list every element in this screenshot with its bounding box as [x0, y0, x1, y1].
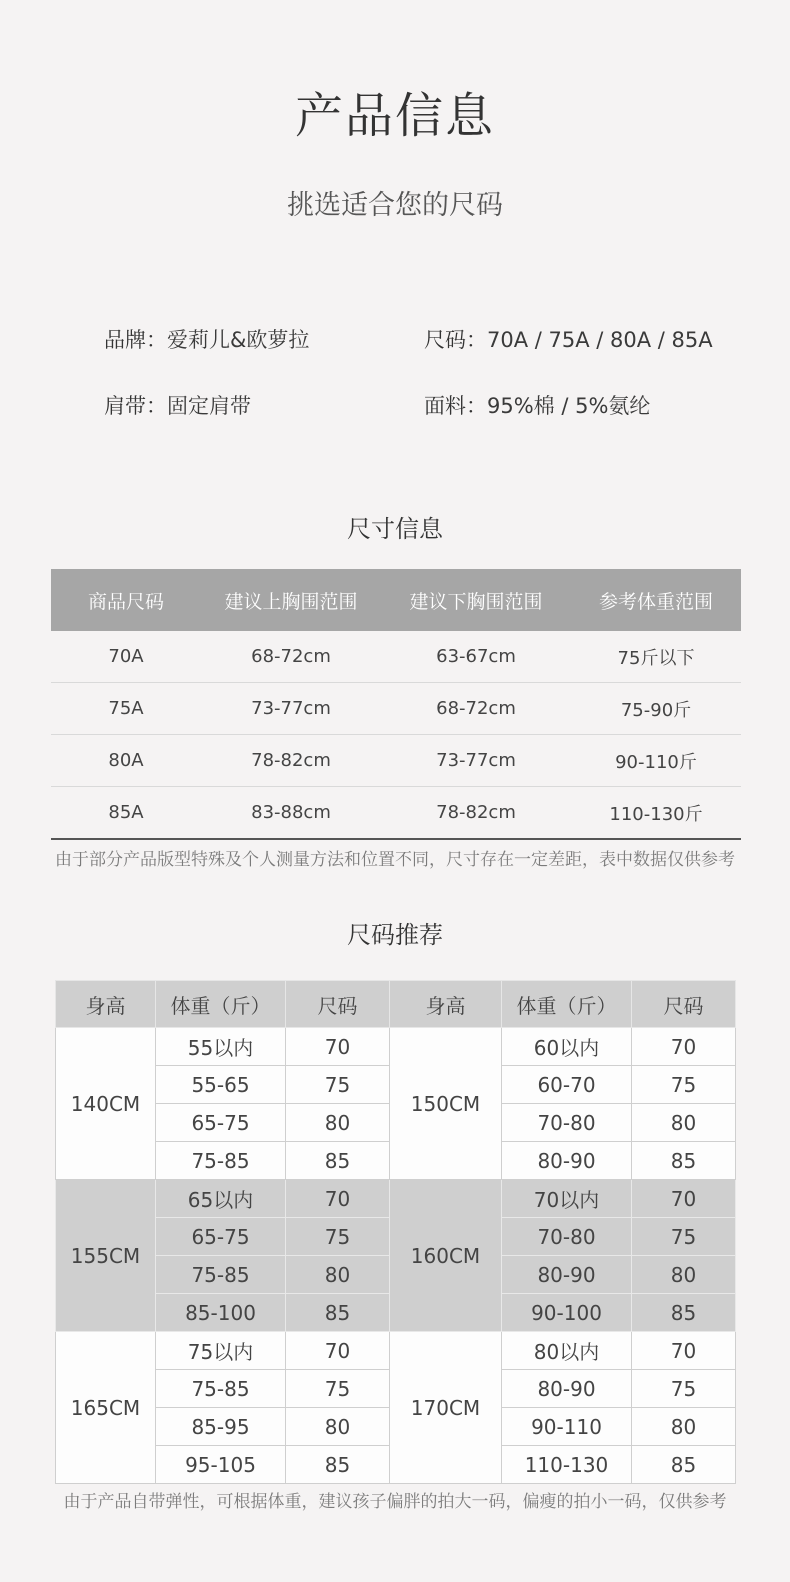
table-cell: 55以内	[156, 1028, 286, 1066]
table-cell: 80	[632, 1104, 736, 1142]
table-cell: 90-110斤	[571, 735, 741, 787]
size-info	[424, 325, 713, 355]
table-cell: 60-70	[502, 1066, 632, 1104]
size-table-header: 商品尺码	[51, 569, 201, 631]
size-table-header: 建议下胸围范围	[381, 569, 571, 631]
recommend-header: 尺码	[632, 981, 736, 1028]
table-cell: 78-82cm	[201, 735, 381, 787]
table-cell: 80	[632, 1256, 736, 1294]
table-cell: 80	[286, 1408, 390, 1446]
table-cell: 75-85	[156, 1370, 286, 1408]
size-info-title: 尺寸信息	[347, 515, 443, 543]
table-cell: 70	[286, 1332, 390, 1370]
table-cell: 75以内	[156, 1332, 286, 1370]
table-cell: 95-105	[156, 1446, 286, 1484]
recommend-header: 身高	[56, 981, 156, 1028]
size-recommend-table	[55, 980, 736, 1484]
recommend-header: 尺码	[286, 981, 390, 1028]
height-cell: 160CM	[390, 1180, 502, 1332]
table-cell: 60以内	[502, 1028, 632, 1066]
brand-value: 爱莉儿&欧萝拉	[167, 328, 310, 352]
table-cell: 75-85	[156, 1256, 286, 1294]
table-cell: 70	[286, 1180, 390, 1218]
table-cell: 110-130	[502, 1446, 632, 1484]
table-cell: 85	[286, 1142, 390, 1180]
table-cell: 73-77cm	[201, 683, 381, 735]
table-cell: 80	[286, 1256, 390, 1294]
recommend-group	[56, 1028, 736, 1180]
table-cell: 75A	[51, 683, 201, 735]
table-cell: 78-82cm	[381, 787, 571, 840]
table-cell: 63-67cm	[381, 631, 571, 683]
table-cell: 80以内	[502, 1332, 632, 1370]
table-row	[56, 1332, 736, 1370]
table-cell: 80-90	[502, 1370, 632, 1408]
table-cell: 70	[632, 1180, 736, 1218]
size-table-header: 参考体重范围	[571, 569, 741, 631]
table-row	[51, 631, 741, 683]
fabric-value: 95%棉 / 5%氨纶	[487, 394, 651, 418]
table-cell: 70	[632, 1028, 736, 1066]
size-value: 70A / 75A / 80A / 85A	[487, 328, 713, 352]
table-cell: 80-90	[502, 1256, 632, 1294]
table-cell: 80-90	[502, 1142, 632, 1180]
table-cell: 85-95	[156, 1408, 286, 1446]
height-cell: 140CM	[56, 1028, 156, 1180]
table-cell: 70-80	[502, 1218, 632, 1256]
table-cell: 70-80	[502, 1104, 632, 1142]
recommend-group	[56, 1332, 736, 1484]
table-cell: 75-90斤	[571, 683, 741, 735]
table-cell: 55-65	[156, 1066, 286, 1104]
table-cell: 90-100	[502, 1294, 632, 1332]
table-row	[51, 735, 741, 787]
page-title: 产品信息	[294, 88, 495, 144]
size-info-table	[51, 569, 741, 840]
strap-info	[104, 391, 251, 421]
fabric-label: 面料：	[424, 394, 487, 418]
table-cell: 75	[286, 1218, 390, 1256]
recommend-header: 体重（斤）	[502, 981, 632, 1028]
table-row	[56, 1028, 736, 1066]
table-cell: 80	[286, 1104, 390, 1142]
table-cell: 80	[632, 1408, 736, 1446]
table-cell: 65-75	[156, 1218, 286, 1256]
size-label: 尺码：	[424, 328, 487, 352]
table-row	[51, 683, 741, 735]
table-cell: 85	[632, 1142, 736, 1180]
table-cell: 80A	[51, 735, 201, 787]
recommend-header: 身高	[390, 981, 502, 1028]
recommend-header-row	[56, 981, 736, 1028]
table-cell: 90-110	[502, 1408, 632, 1446]
fabric-info	[424, 391, 650, 421]
table-cell: 65-75	[156, 1104, 286, 1142]
recommend-note: 由于产品自带弹性，可根据体重，建议孩子偏胖的拍大一码，偏瘦的拍小一码，仅供参考	[63, 1492, 727, 1512]
table-cell: 70	[286, 1028, 390, 1066]
table-cell: 65以内	[156, 1180, 286, 1218]
size-info-note: 由于部分产品版型特殊及个人测量方法和位置不同，尺寸存在一定差距，表中数据仅供参考	[55, 850, 735, 870]
recommend-group	[56, 1180, 736, 1332]
table-cell: 75	[632, 1218, 736, 1256]
height-cell: 165CM	[56, 1332, 156, 1484]
strap-label: 肩带：	[104, 394, 167, 418]
brand-label: 品牌：	[104, 328, 167, 352]
table-cell: 70	[632, 1332, 736, 1370]
height-cell: 170CM	[390, 1332, 502, 1484]
table-cell: 110-130斤	[571, 787, 741, 840]
page-subtitle: 挑选适合您的尺码	[287, 190, 503, 221]
table-cell: 75-85	[156, 1142, 286, 1180]
table-row	[56, 1180, 736, 1218]
table-cell: 85	[286, 1294, 390, 1332]
table-cell: 75	[286, 1066, 390, 1104]
table-cell: 70以内	[502, 1180, 632, 1218]
table-cell: 85	[632, 1446, 736, 1484]
table-cell: 68-72cm	[381, 683, 571, 735]
table-cell: 85	[632, 1294, 736, 1332]
table-cell: 75	[632, 1370, 736, 1408]
height-cell: 155CM	[56, 1180, 156, 1332]
table-cell: 75	[286, 1370, 390, 1408]
table-cell: 85	[286, 1446, 390, 1484]
table-row	[51, 787, 741, 840]
recommend-title: 尺码推荐	[347, 921, 443, 949]
brand-info	[104, 325, 309, 355]
table-cell: 85A	[51, 787, 201, 840]
table-cell: 73-77cm	[381, 735, 571, 787]
table-cell: 70A	[51, 631, 201, 683]
recommend-header: 体重（斤）	[156, 981, 286, 1028]
table-cell: 75	[632, 1066, 736, 1104]
table-cell: 85-100	[156, 1294, 286, 1332]
strap-value: 固定肩带	[167, 394, 251, 418]
size-table-header-row	[51, 569, 741, 631]
table-cell: 68-72cm	[201, 631, 381, 683]
table-cell: 75斤以下	[571, 631, 741, 683]
size-table-header: 建议上胸围范围	[201, 569, 381, 631]
table-cell: 83-88cm	[201, 787, 381, 840]
height-cell: 150CM	[390, 1028, 502, 1180]
